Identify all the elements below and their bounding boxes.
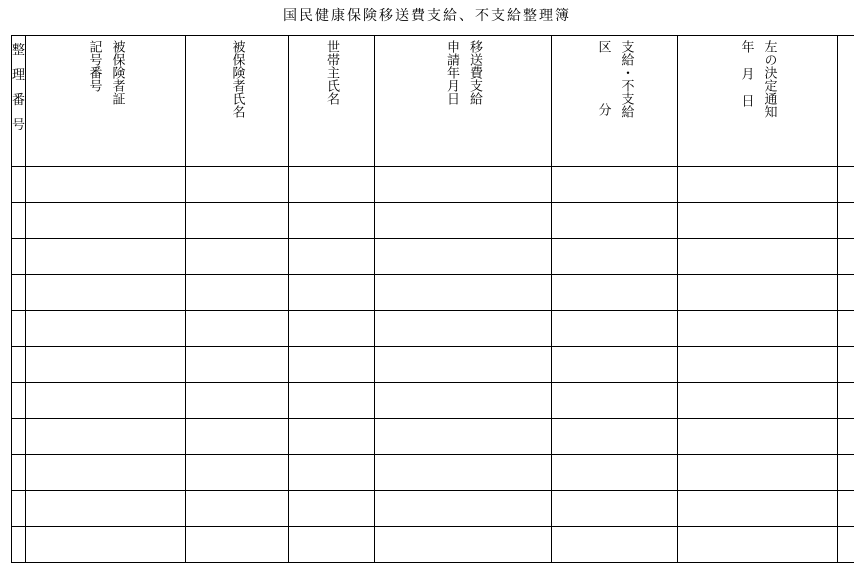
- table-cell[interactable]: [26, 311, 186, 347]
- header-shinsei-date: [375, 36, 552, 167]
- table-cell[interactable]: [838, 347, 854, 383]
- table-cell[interactable]: [289, 527, 375, 563]
- seiri-char-3: 番: [12, 92, 25, 109]
- table-cell[interactable]: [12, 203, 26, 239]
- table-cell[interactable]: [838, 419, 854, 455]
- table-cell[interactable]: [375, 347, 552, 383]
- table-cell[interactable]: [12, 239, 26, 275]
- table-cell[interactable]: [552, 275, 678, 311]
- table-cell[interactable]: [552, 167, 678, 203]
- table-cell[interactable]: [678, 491, 838, 527]
- table-cell[interactable]: [375, 455, 552, 491]
- table-row: [12, 167, 854, 203]
- table-cell[interactable]: [12, 347, 26, 383]
- table-cell[interactable]: [186, 419, 289, 455]
- table-cell[interactable]: [552, 491, 678, 527]
- table-cell[interactable]: [289, 167, 375, 203]
- table-cell[interactable]: [678, 239, 838, 275]
- table-cell[interactable]: [678, 203, 838, 239]
- table-row: [12, 203, 854, 239]
- table-cell[interactable]: [678, 347, 838, 383]
- table-cell[interactable]: [678, 311, 838, 347]
- table-cell[interactable]: [26, 491, 186, 527]
- hihokensha-shimei-label: 被保険者氏名: [229, 40, 246, 118]
- ketteitsuchi-date-label: 年月日: [738, 40, 755, 121]
- table-cell[interactable]: [12, 167, 26, 203]
- table-cell[interactable]: [375, 311, 552, 347]
- table-cell[interactable]: [186, 491, 289, 527]
- table-row: [12, 419, 854, 455]
- table-cell[interactable]: [12, 455, 26, 491]
- table-cell[interactable]: [375, 383, 552, 419]
- table-cell[interactable]: [26, 419, 186, 455]
- seiri-char-1: 整: [12, 42, 25, 59]
- table-cell[interactable]: [289, 203, 375, 239]
- shinsei-date-label: 申請年月日: [443, 40, 460, 105]
- setai-nushi-label: 世帯主氏名: [323, 40, 340, 105]
- table-cell[interactable]: [552, 383, 678, 419]
- table-cell[interactable]: [289, 383, 375, 419]
- table-cell[interactable]: [552, 239, 678, 275]
- kubun-label: 区分: [595, 40, 612, 166]
- table-cell[interactable]: [838, 239, 854, 275]
- table-cell[interactable]: [838, 203, 854, 239]
- table-cell[interactable]: [375, 527, 552, 563]
- page-title: 国民健康保険移送費支給、不支給整理簿: [0, 5, 854, 25]
- header-seiri-bango: [12, 36, 26, 167]
- table-cell[interactable]: [186, 239, 289, 275]
- table-row: [12, 347, 854, 383]
- kigo-bango-label: 記号番号: [86, 40, 103, 105]
- table-cell[interactable]: [678, 275, 838, 311]
- table-cell[interactable]: [838, 383, 854, 419]
- header-fushikyu-riyu: [838, 36, 854, 167]
- table-cell[interactable]: [678, 167, 838, 203]
- data-rows: [12, 167, 854, 563]
- ketteitsuchi-label: 左の決定通知: [761, 40, 778, 121]
- seiri-char-4: 号: [12, 117, 25, 134]
- table-row: [12, 527, 854, 563]
- table-cell[interactable]: [552, 419, 678, 455]
- shikyu-fushikyu-label: 支給・不支給: [618, 40, 635, 166]
- table-row: [12, 383, 854, 419]
- table-cell[interactable]: [289, 455, 375, 491]
- table-row: [12, 275, 854, 311]
- table-cell[interactable]: [552, 527, 678, 563]
- table-cell[interactable]: [678, 455, 838, 491]
- table-cell[interactable]: [375, 239, 552, 275]
- header-ketteitsuchi: [678, 36, 838, 167]
- table-cell[interactable]: [375, 167, 552, 203]
- table-cell[interactable]: [26, 167, 186, 203]
- header-hihoken-sho: [26, 36, 186, 167]
- table-cell[interactable]: [375, 491, 552, 527]
- table-row: [12, 491, 854, 527]
- table-cell[interactable]: [12, 383, 26, 419]
- table-cell[interactable]: [838, 167, 854, 203]
- table-cell[interactable]: [552, 347, 678, 383]
- seiri-char-2: 理: [12, 67, 25, 84]
- table-cell[interactable]: [12, 311, 26, 347]
- table-cell[interactable]: [838, 455, 854, 491]
- table-cell[interactable]: [678, 383, 838, 419]
- table-cell[interactable]: [186, 455, 289, 491]
- table-cell[interactable]: [289, 239, 375, 275]
- header-hihokensha-shimei: [186, 36, 289, 167]
- table-cell[interactable]: [26, 347, 186, 383]
- table-cell[interactable]: [289, 491, 375, 527]
- table-cell[interactable]: [26, 275, 186, 311]
- iso-shikyu-label: 移送費支給: [466, 40, 483, 105]
- table-cell[interactable]: [12, 527, 26, 563]
- table-cell[interactable]: [552, 455, 678, 491]
- table-cell[interactable]: [678, 527, 838, 563]
- header-kubun: [552, 36, 678, 167]
- table-cell[interactable]: [186, 347, 289, 383]
- table-cell[interactable]: [552, 203, 678, 239]
- table-cell[interactable]: [26, 383, 186, 419]
- table-cell[interactable]: [26, 239, 186, 275]
- table-cell[interactable]: [12, 275, 26, 311]
- table-cell[interactable]: [375, 203, 552, 239]
- table-cell[interactable]: [289, 347, 375, 383]
- ledger-table: [11, 35, 854, 563]
- table-cell[interactable]: [289, 311, 375, 347]
- table-cell[interactable]: [289, 419, 375, 455]
- table-cell[interactable]: [678, 419, 838, 455]
- header-setai-nushi: [289, 36, 375, 167]
- table-cell[interactable]: [838, 275, 854, 311]
- table-row: [12, 311, 854, 347]
- table-cell[interactable]: [12, 419, 26, 455]
- table-cell[interactable]: [838, 311, 854, 347]
- table-row: [12, 455, 854, 491]
- table-cell[interactable]: [289, 275, 375, 311]
- table-cell[interactable]: [26, 455, 186, 491]
- table-cell[interactable]: [186, 527, 289, 563]
- table-cell[interactable]: [375, 275, 552, 311]
- table-cell[interactable]: [375, 419, 552, 455]
- table-cell[interactable]: [186, 203, 289, 239]
- table-cell[interactable]: [186, 383, 289, 419]
- table-cell[interactable]: [26, 203, 186, 239]
- table-cell[interactable]: [186, 275, 289, 311]
- table-cell[interactable]: [186, 167, 289, 203]
- hihoken-sho-label: 被保険者証: [109, 40, 126, 105]
- table-cell[interactable]: [186, 311, 289, 347]
- table-cell[interactable]: [26, 527, 186, 563]
- table-row: [12, 239, 854, 275]
- table-cell[interactable]: [552, 311, 678, 347]
- table-cell[interactable]: [12, 491, 26, 527]
- table-cell[interactable]: [838, 491, 854, 527]
- table-cell[interactable]: [838, 527, 854, 563]
